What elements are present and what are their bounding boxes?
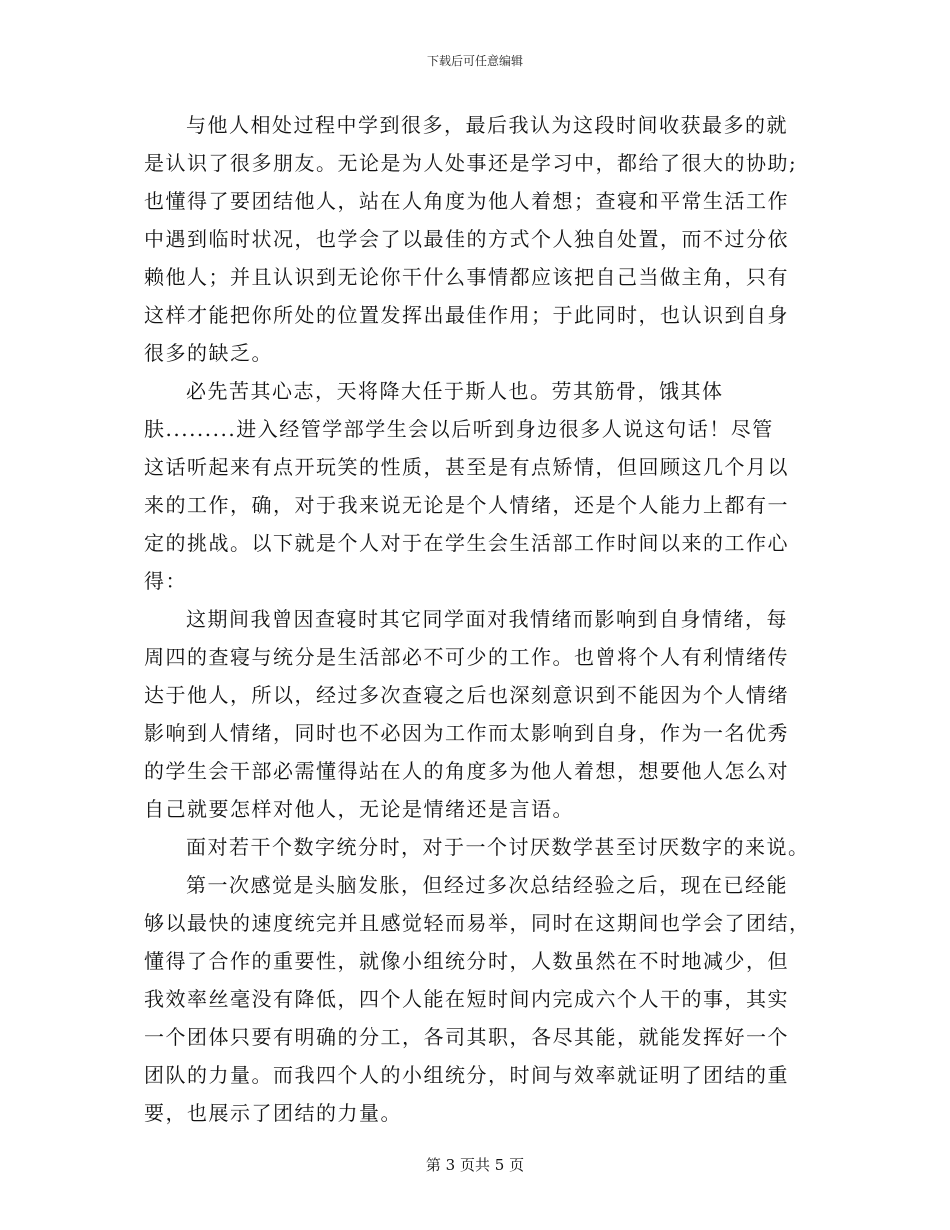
- text-line: 是认识了很多朋友。无论是为人处事还是学习中，都给了很大的协助;: [144, 151, 798, 175]
- text-line: 赖他人；并且认识到无论你干什么事情都应该把自己当做主角，只有: [144, 265, 789, 289]
- text-line: 肤.........进入经管学部学生会以后听到身边很多人说这句话！尽管: [144, 417, 774, 441]
- page-header: 下载后可任意编辑: [426, 54, 523, 68]
- text-line: 很多的缺乏。: [144, 341, 273, 365]
- text-line: 第一次感觉是头脑发胀，但经过多次总结经验之后，现在已经能: [186, 873, 788, 897]
- text-line: 团队的力量。而我四个人的小组统分，时间与效率就证明了团结的重: [144, 1063, 789, 1087]
- text-line: 的学生会干部必需懂得站在人的角度多为他人着想，想要他人怎么对: [144, 759, 789, 783]
- text-line: 这期间我曾因查寝时其它同学面对我情绪而影响到自身情绪，每: [186, 607, 788, 631]
- text-line: 面对若干个数字统分时，对于一个讨厌数学甚至讨厌数字的来说。: [186, 835, 810, 859]
- text-line: 影响到人情绪，同时也不必因为工作而太影响到自身，作为一名优秀: [144, 721, 789, 745]
- text-line: 必先苦其心志，天将降大任于斯人也。劳其筋骨，饿其体: [186, 379, 724, 403]
- text-line: 我效率丝毫没有降低，四个人能在短时间内完成六个人干的事，其实: [144, 987, 789, 1011]
- text-line: 定的挑战。以下就是个人对于在学生会生活部工作时间以来的工作心: [144, 531, 789, 555]
- text-line: 要，也展示了团结的力量。: [144, 1101, 402, 1125]
- text-line: 自己就要怎样对他人，无论是情绪还是言语。: [144, 797, 574, 821]
- text-line: 达于他人，所以，经过多次查寝之后也深刻意识到不能因为个人情绪: [144, 683, 789, 707]
- page-number: 第 3 页共 5 页: [425, 1156, 525, 1174]
- text-line: 周四的查寝与统分是生活部必不可少的工作。也曾将个人有利情绪传: [144, 645, 789, 669]
- text-line: 够以最快的速度统完并且感觉轻而易举，同时在这期间也学会了团结，: [144, 911, 811, 935]
- text-line: 来的工作，确，对于我来说无论是个人情绪，还是个人能力上都有一: [144, 493, 789, 517]
- text-line: 这样才能把你所处的位置发挥出最佳作用；于此同时，也认识到自身: [144, 303, 789, 327]
- text-line: 懂得了合作的重要性，就像小组统分时，人数虽然在不时地减少，但: [144, 949, 789, 973]
- text-line: 也懂得了要团结他人，站在人角度为他人着想；查寝和平常生活工作: [144, 189, 789, 213]
- text-line: 一个团体只要有明确的分工，各司其职，各尽其能，就能发挥好一个: [144, 1025, 789, 1049]
- text-line: 中遇到临时状况，也学会了以最佳的方式个人独自处置，而不过分依: [144, 227, 789, 251]
- text-line: 这话听起来有点开玩笑的性质，甚至是有点矫情，但回顾这几个月以: [144, 455, 789, 479]
- text-line: 与他人相处过程中学到很多，最后我认为这段时间收获最多的就: [186, 113, 788, 137]
- text-line: 得：: [144, 569, 187, 593]
